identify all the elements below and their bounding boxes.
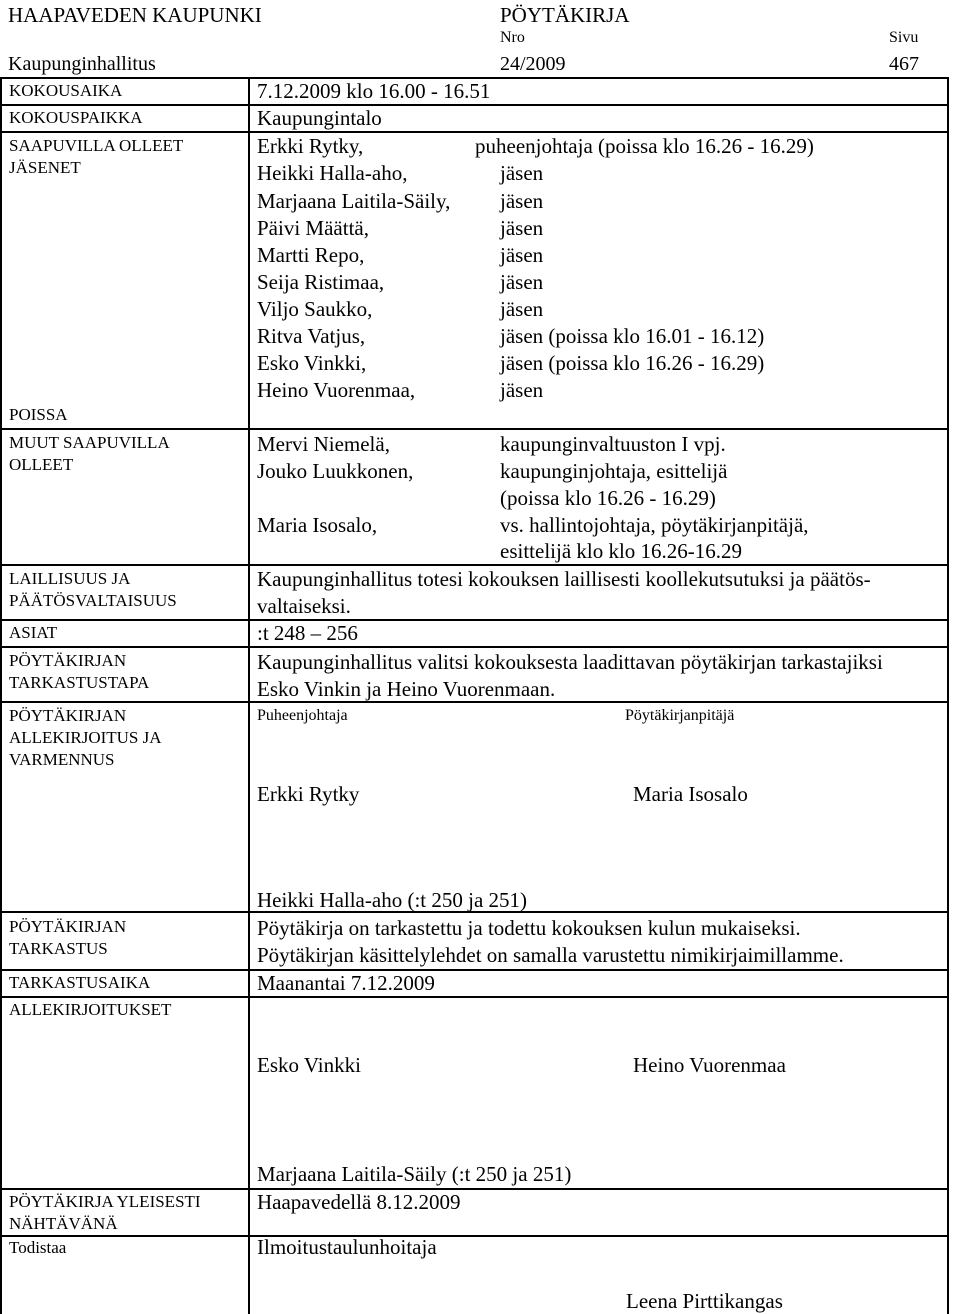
members-label-2: JÄSENET bbox=[9, 158, 81, 177]
public-display-text: Haapavedellä 8.12.2009 bbox=[257, 1190, 461, 1214]
rule bbox=[0, 701, 949, 703]
member-role: jäsen bbox=[500, 189, 544, 213]
meeting-number: 24/2009 bbox=[500, 53, 566, 75]
rule bbox=[0, 428, 949, 430]
member-name: Esko Vinkki, bbox=[257, 351, 367, 375]
legality-text-2: valtaiseksi. bbox=[257, 594, 351, 618]
absent-label: POISSA bbox=[9, 405, 68, 424]
member-name: Seija Ristimaa, bbox=[257, 270, 385, 294]
legality-label-2: PÄÄTÖSVALTAISUUS bbox=[9, 591, 177, 610]
member-name: Viljo Saukko, bbox=[257, 297, 373, 321]
organization-name: HAAPAVEDEN KAUPUNKI bbox=[8, 3, 262, 27]
signer-name: Heino Vuorenmaa bbox=[633, 1053, 786, 1077]
inspection-label: PÖYTÄKIRJAN bbox=[9, 917, 127, 936]
rule bbox=[0, 619, 949, 621]
inspection-method-label: PÖYTÄKIRJAN bbox=[9, 651, 127, 670]
inspection-time: Maanantai 7.12.2009 bbox=[257, 971, 435, 995]
signatures-label: ALLEKIRJOITUKSET bbox=[9, 1000, 172, 1019]
inspection-method-text-2: Esko Vinkin ja Heino Vuorenmaan. bbox=[257, 677, 556, 701]
member-role: jäsen bbox=[500, 216, 544, 240]
signing-label: PÖYTÄKIRJAN bbox=[9, 706, 127, 725]
certifier-name: Leena Pirttikangas bbox=[626, 1289, 783, 1313]
member-name: Erkki Rytky, bbox=[257, 134, 364, 158]
meeting-place-label: KOKOUSPAIKKA bbox=[9, 108, 143, 127]
legality-label: LAILLISUUS JA bbox=[9, 569, 131, 588]
rule bbox=[0, 646, 949, 648]
meeting-place: Kaupungintalo bbox=[257, 106, 382, 130]
member-role: jäsen bbox=[500, 161, 544, 185]
page-label: Sivu bbox=[889, 29, 919, 46]
rule bbox=[0, 77, 2, 1314]
member-role: puheenjohtaja (poissa klo 16.26 - 16.29) bbox=[475, 134, 814, 158]
attendee-role: vs. hallintojohtaja, pöytäkirjanpitäjä, bbox=[500, 513, 809, 537]
attendee-name: Maria Isosalo, bbox=[257, 513, 378, 537]
meeting-time-label: KOKOUSAIKA bbox=[9, 81, 123, 100]
matters-label: ASIAT bbox=[9, 623, 58, 642]
attendee-role: esittelijä klo klo 16.26-16.29 bbox=[500, 539, 743, 563]
issuing-body: Kaupunginhallitus bbox=[8, 53, 156, 75]
inspection-method-label-2: TARKASTUSTAPA bbox=[9, 673, 150, 692]
rule bbox=[0, 1188, 949, 1190]
member-name: Päivi Määttä, bbox=[257, 216, 369, 240]
members-label: SAAPUVILLA OLLEET bbox=[9, 136, 184, 155]
attendee-role: kaupunginjohtaja, esittelijä bbox=[500, 459, 728, 483]
attendee-name: Jouko Luukkonen, bbox=[257, 459, 414, 483]
signing-label-3: VARMENNUS bbox=[9, 750, 115, 769]
certify-label: Todistaa bbox=[9, 1238, 67, 1257]
public-display-label: PÖYTÄKIRJA YLEISESTI bbox=[9, 1192, 201, 1211]
rule bbox=[0, 1235, 949, 1237]
member-role: jäsen (poissa klo 16.26 - 16.29) bbox=[500, 351, 765, 375]
document-type: PÖYTÄKIRJA bbox=[500, 3, 630, 27]
attendee-role: kaupunginvaltuuston I vpj. bbox=[500, 432, 726, 456]
others-label-2: OLLEET bbox=[9, 455, 74, 474]
member-name: Heino Vuorenmaa, bbox=[257, 378, 416, 402]
member-role: jäsen bbox=[500, 297, 544, 321]
attendee-name: Mervi Niemelä, bbox=[257, 432, 390, 456]
chair-name: Erkki Rytky bbox=[257, 782, 360, 806]
rule bbox=[0, 104, 949, 106]
member-role: jäsen bbox=[500, 270, 544, 294]
chair-title: Puheenjohtaja bbox=[257, 707, 348, 724]
page-number: 467 bbox=[889, 53, 919, 75]
inspection-method-text: Kaupunginhallitus valitsi kokouksesta laadittavan pöytäkirjan tarkastajiksi bbox=[257, 650, 883, 674]
others-label: MUUT SAAPUVILLA bbox=[9, 433, 170, 452]
member-role: jäsen (poissa klo 16.01 - 16.12) bbox=[500, 324, 765, 348]
secretary-name: Maria Isosalo bbox=[633, 782, 748, 806]
rule bbox=[947, 77, 949, 1314]
member-role: jäsen bbox=[500, 243, 544, 267]
rule bbox=[0, 564, 949, 566]
certifier-title: Ilmoitustaulunhoitaja bbox=[257, 1235, 437, 1259]
member-name: Heikki Halla-aho, bbox=[257, 161, 408, 185]
inspector-note: Heikki Halla-aho (:t 250 ja 251) bbox=[257, 888, 528, 912]
inspection-text-2: Pöytäkirjan käsittelylehdet on samalla varustettu nimikirjaimillamme. bbox=[257, 943, 844, 967]
rule bbox=[0, 131, 949, 133]
signer-name: Esko Vinkki bbox=[257, 1053, 361, 1077]
signing-label-2: ALLEKIRJOITUS JA bbox=[9, 728, 162, 747]
inspection-label-2: TARKASTUS bbox=[9, 939, 108, 958]
attendee-role: (poissa klo 16.26 - 16.29) bbox=[500, 486, 716, 510]
member-name: Marjaana Laitila-Säily, bbox=[257, 189, 451, 213]
meeting-time: 7.12.2009 klo 16.00 - 16.51 bbox=[257, 79, 491, 103]
member-role: jäsen bbox=[500, 378, 544, 402]
inspector-note: Marjaana Laitila-Säily (:t 250 ja 251) bbox=[257, 1162, 572, 1186]
secretary-title: Pöytäkirjanpitäjä bbox=[625, 707, 735, 724]
rule bbox=[248, 77, 250, 1314]
inspection-time-label: TARKASTUSAIKA bbox=[9, 973, 151, 992]
legality-text: Kaupunginhallitus totesi kokouksen laillisesti koollekutsutuksi ja päätös- bbox=[257, 567, 871, 591]
inspection-text: Pöytäkirja on tarkastettu ja todettu kokouksen kulun mukaiseksi. bbox=[257, 916, 801, 940]
member-name: Ritva Vatjus, bbox=[257, 324, 366, 348]
number-label: Nro bbox=[500, 29, 525, 46]
rule bbox=[0, 996, 949, 998]
matters-range: :t 248 – 256 bbox=[257, 621, 358, 645]
public-display-label-2: NÄHTÄVÄNÄ bbox=[9, 1214, 118, 1233]
rule bbox=[0, 969, 949, 971]
member-name: Martti Repo, bbox=[257, 243, 365, 267]
